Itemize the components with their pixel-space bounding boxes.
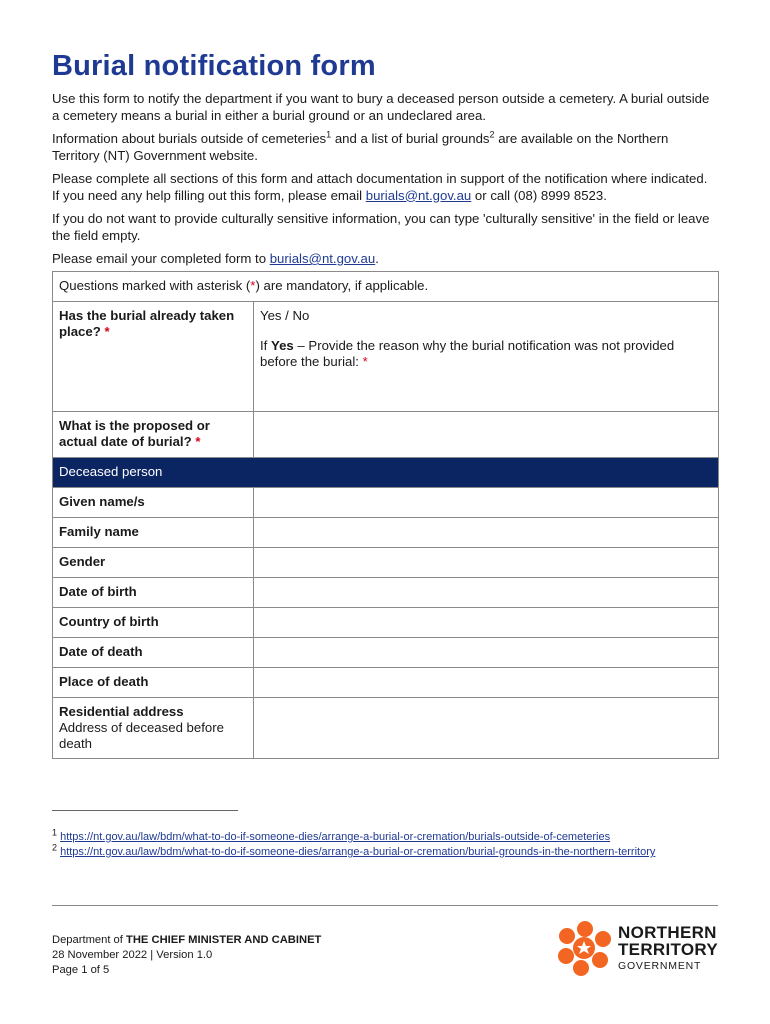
country-of-birth-label: Country of birth [53,608,254,638]
dob-input[interactable] [254,578,719,608]
intro-paragraph-2: Information about burials outside of cemeteries$^1$ and a list of burial grounds$^2$ are available on the Northern Territory (NT) Government website. [52,129,669,163]
section-title-deceased: Deceased person [53,458,719,488]
burial-taken-place-label: Has the burial already taken place? * [53,302,254,412]
logo-word-government: GOVERNMENT [618,960,702,972]
place-of-death-label: Place of death [53,668,254,698]
intro-paragraph-5: Please email your completed form to burials@nt.gov.au. [52,251,379,266]
mandatory-note: Questions marked with asterisk (*) are mandatory, if applicable. [53,272,719,302]
burial-reason-field[interactable]: If Yes – Provide the reason why the burial notification was not provided before the burial: * [260,338,675,369]
intro-paragraph-4: If you do not want to provide culturally sensitive information, you can type 'culturally sensitive' in the field or leave the field empty. [52,211,710,243]
gender-row [53,548,719,578]
page-footer [52,933,321,978]
footnote-1: $^1$ https://nt.gov.au/law/bdm/what-to-do-if-someone-dies/arrange-a-burial-or-cremation/burials-outside-of-cemeteries [52,827,611,843]
country-of-birth-row [53,608,719,638]
burial-taken-place-row [53,302,719,412]
family-name-input[interactable] [254,518,719,548]
burial-date-label: What is the proposed or actual date of burial? * [53,412,254,458]
page-title: Burial notification form [52,50,376,82]
residential-address-label: Residential address Address of deceased before death [53,698,254,759]
burial-taken-place-answer[interactable] [254,302,719,412]
family-name-row [53,518,719,548]
email-link-help[interactable]: burials@nt.gov.au [365,187,472,203]
given-names-input[interactable] [254,488,719,518]
place-of-death-input[interactable] [254,668,719,698]
footnote-2: $^2$ https://nt.gov.au/law/bdm/what-to-do-if-someone-dies/arrange-a-burial-or-cremation/burial-grounds-in-the-northern-territory [52,842,656,858]
residential-address-input[interactable] [254,698,719,759]
footnote-ref-2[interactable]: 2 [489,129,495,140]
family-name-label: Family name [53,518,254,548]
email-link-submit[interactable]: burials@nt.gov.au [269,251,376,266]
gender-input[interactable] [254,548,719,578]
place-of-death-row [53,668,719,698]
date-version: 28 November 2022 | Version 1.0 [52,949,213,961]
mandatory-note-row [53,272,719,302]
section-header-deceased [53,458,719,488]
desert-rose-icon [556,920,614,976]
dob-row [53,578,719,608]
footnotes [52,827,718,860]
date-of-death-label: Date of death [53,638,254,668]
page-number: Page 1 of 5 [52,964,110,976]
intro-paragraph-3: Please complete all sections of this form and attach documentation in support of the notification where indicated. If you need any help filling out this form, please email burials@nt.gov.au or call (08) 8999 8523. [52,171,708,203]
intro-paragraph-1: Use this form to notify the department if you want to bury a deceased person outside a cemetery. A burial outside a cemetery means a burial in either a burial ground or an undeclared area. [52,91,710,123]
residential-address-hint: Address of deceased before death [59,720,224,751]
date-of-death-row [53,638,719,668]
footnote-divider [52,810,238,811]
footnote-2-link[interactable]: https://nt.gov.au/law/bdm/what-to-do-if-someone-dies/arrange-a-burial-or-cremation/burial-grounds-in-the-northern-territory [60,846,656,858]
department-line: Department of THE CHIEF MINISTER AND CABINET [52,934,322,946]
given-names-row [53,488,719,518]
logo-word-territory: TERRITORY [618,940,718,959]
yes-no-options[interactable]: Yes / No [260,308,310,323]
nt-government-logo [556,920,721,976]
intro-text [52,91,718,275]
dob-label: Date of birth [53,578,254,608]
footnote-1-link[interactable]: https://nt.gov.au/law/bdm/what-to-do-if-someone-dies/arrange-a-burial-or-cremation/burials-outside-of-cemeteries [60,831,611,843]
burial-date-row [53,412,719,458]
burial-form-table [52,271,719,759]
logo-word-northern: NORTHERN [618,923,717,942]
footer-divider [52,905,718,906]
date-of-death-input[interactable] [254,638,719,668]
burial-date-input[interactable] [254,412,719,458]
residential-address-row [53,698,719,759]
given-names-label: Given name/s [53,488,254,518]
gender-label: Gender [53,548,254,578]
footnote-ref-1[interactable]: 1 [326,129,332,140]
country-of-birth-input[interactable] [254,608,719,638]
